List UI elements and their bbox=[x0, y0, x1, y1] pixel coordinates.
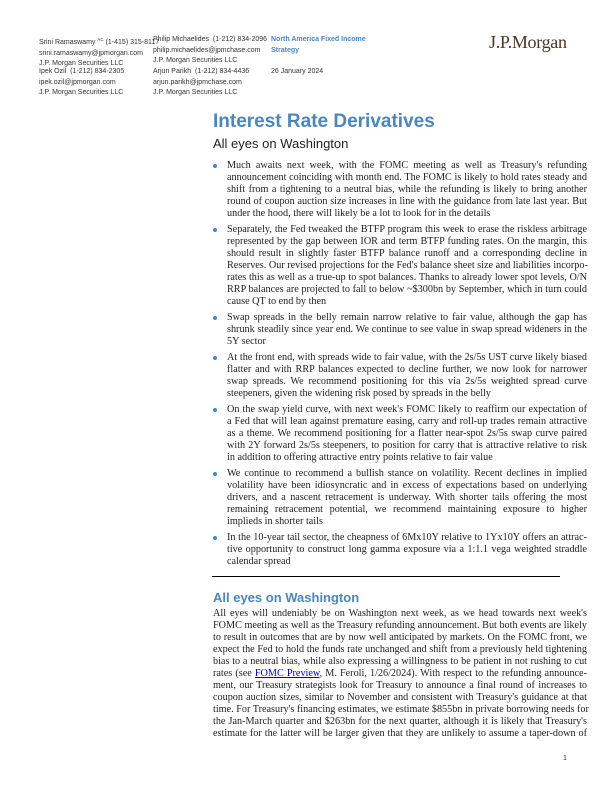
text-line: In the 10-year tail sector, the cheapness of 6Mx10Y relative to 1Yx10Y offers an attrac- bbox=[227, 532, 587, 543]
bullet-item bbox=[213, 312, 587, 348]
jpmorgan-logo: J.P.Morgan bbox=[489, 32, 567, 52]
bullet-item bbox=[213, 160, 587, 220]
text-line: drivers, and a nascent retracement is underway. With shorter tails offering the most bbox=[227, 492, 587, 503]
author-firm: J.P. Morgan Securities LLC bbox=[153, 57, 238, 65]
author-firm: J.P. Morgan Securities LLC bbox=[39, 60, 124, 68]
section-body bbox=[213, 608, 587, 740]
text-line: FOMC meeting as well as the Treasury refunding announcement. But both events are likely bbox=[213, 620, 587, 631]
text-line: On the swap yield curve, with next week's FOMC likely to reaffirm our expectation of bbox=[227, 404, 587, 415]
divider bbox=[212, 576, 560, 577]
text-line: announcement coinciding with month end. The FOMC is likely to hold rates steady and bbox=[227, 172, 587, 183]
author-phone: (1-415) 315-8117 bbox=[105, 39, 160, 46]
author-block-1 bbox=[39, 35, 159, 70]
author-name: Philip Michaelides bbox=[153, 36, 210, 43]
author-phone: (1-212) 834-4436 bbox=[195, 68, 250, 75]
text-line: Much awaits next week, with the FOMC meeting as well as Treasury's refunding bbox=[227, 160, 587, 171]
report-date: 26 January 2024 bbox=[271, 68, 324, 75]
text-line: bias to a neutral bias, while also expressing a willingness to be patient in not rushing to cut bbox=[213, 656, 587, 667]
text-line bbox=[213, 668, 587, 680]
author-email[interactable]: srini.ramaswamy@jpmorgan.com bbox=[39, 49, 143, 57]
bullet-icon bbox=[213, 536, 217, 540]
analyst-certification: AC bbox=[97, 37, 104, 42]
text-line: All eyes will undeniably be on Washington next week, as we head towards next week's bbox=[213, 608, 587, 619]
fomc-preview-link[interactable]: FOMC Preview bbox=[254, 668, 320, 679]
text-line: remaining retracement potential, we recommend maintaining exposure to higher bbox=[227, 504, 587, 515]
author-email[interactable]: philip.michaelides@jpmchase.com bbox=[153, 46, 261, 54]
text-segment: , M. Feroli, 1/26/2024). With respect to the refunding announce- bbox=[319, 668, 587, 679]
author-name: Ipek Ozil bbox=[39, 68, 67, 75]
author-name: Arjun Parikh bbox=[153, 68, 192, 75]
page-title: Interest Rate Derivatives bbox=[213, 111, 435, 132]
bullet-item bbox=[213, 404, 587, 464]
text-line: shift from a tightening to a neutral bias, while the refunding is likely to bring another bbox=[227, 184, 587, 195]
text-line: represented by the gap between IOR and term BTFP funding rates. On the margin, this bbox=[227, 236, 587, 247]
author-phone: (1-212) 834-2096 bbox=[212, 36, 268, 43]
department bbox=[271, 35, 366, 56]
text-line: expect the Fed to hold the funds rate unchanged and shift from a previously held tightening bbox=[213, 644, 587, 655]
text-line: rates this as well as a true-up to spot balances. Thanks to already lower spot levels, O/N bbox=[227, 272, 587, 283]
text-line: time. For Treasury's financing estimates, we estimate $855bn in private borrowing needs for bbox=[213, 704, 589, 715]
text-line: ment, our Treasury strategists look for Treasury to announce a final round of increases to bbox=[213, 680, 587, 691]
author-firm: J.P. Morgan Securities LLC bbox=[153, 89, 238, 97]
text-line: to result in outcomes that are by now well anticipated by markets. On the FOMC front, we bbox=[213, 632, 587, 643]
text-line: Swap spreads in the belly remain narrow relative to fair value, although the gap has bbox=[227, 312, 587, 323]
text-line: At the front end, with spreads wide to fair value, with the 2s/5s UST curve likely biased bbox=[227, 352, 587, 363]
author-block-4 bbox=[153, 67, 249, 99]
text-line: Reserves. Our revised projections for the Fed's balance sheet size and liabilities incorpo- bbox=[227, 260, 588, 271]
text-line: estimate for the latter will be larger given that they are unlikely to assume a taper-down of bbox=[213, 728, 587, 739]
text-line: under the hood, there will likely be a lot to look for in the details bbox=[227, 208, 491, 219]
text-line: in addition to offering attractive entry points relative to fair value bbox=[227, 452, 493, 463]
text-line: the Jan-March quarter and $263bn for the next quarter, although it is likely that Treasury's bbox=[213, 716, 587, 727]
bullet-icon bbox=[213, 316, 217, 320]
summary-bullets bbox=[213, 160, 587, 572]
text-line: volatility have been idiosyncratic and in excess of expectations based on underlying bbox=[227, 480, 587, 491]
text-line: implieds in shorter tails bbox=[227, 516, 323, 527]
department-line: Strategy bbox=[271, 46, 300, 54]
text-line: a Fed that will lean against premature easing, carry and roll-up trades remain attractive bbox=[227, 416, 587, 427]
bullet-icon bbox=[213, 164, 217, 168]
text-line: as a theme. We recommend positioning for a flatter near-spot 2s/5s swap curve paired bbox=[227, 428, 587, 439]
bullet-icon bbox=[213, 228, 217, 232]
page-subtitle: All eyes on Washington bbox=[213, 136, 349, 151]
author-email[interactable]: arjun.parikh@jpmchase.com bbox=[153, 78, 242, 86]
text-line: 5Y sector bbox=[227, 336, 266, 347]
author-phone: (1-212) 834-2305 bbox=[70, 68, 125, 75]
text-line: round of coupon auction size increases in line with the guidance from late last year. But bbox=[227, 196, 587, 207]
bullet-item bbox=[213, 532, 587, 568]
section-heading: All eyes on Washington bbox=[213, 590, 360, 605]
text-line: shrunk steadily since year end. We continue to see value in swap spread wideners in the bbox=[227, 324, 587, 335]
department-line: North America Fixed Income bbox=[271, 36, 366, 43]
text-line: Separately, the Fed tweaked the BTFP program this week to erase the riskless arbitrage bbox=[227, 224, 587, 235]
bullet-item bbox=[213, 224, 587, 308]
text-line: coupon auction sizes, similar to November and consistent with Treasury's guidance at that bbox=[213, 692, 587, 703]
text-segment: rates (see bbox=[213, 668, 255, 679]
text-line: We continue to recommend a bullish stance on volatility. Recent declines in implied bbox=[227, 468, 587, 479]
text-line: tive opportunity to construct long gamma exposure via a 1:1.1 vega weighted straddle bbox=[227, 544, 587, 555]
text-line: swap spreads. We recommend positioning for this via 2s/5s weighted spread curve bbox=[227, 376, 587, 387]
bullet-item bbox=[213, 352, 587, 400]
author-firm: J.P. Morgan Securities LLC bbox=[39, 89, 124, 97]
text-line: RRP balances are projected to fall to below ~$300bn by September, which in turn could bbox=[227, 284, 587, 295]
author-name: Srini Ramaswamy bbox=[39, 39, 96, 46]
page-number: 1 bbox=[563, 755, 567, 762]
bullet-icon bbox=[213, 408, 217, 412]
text-line: should result in slightly faster BTFP balance runoff and a corresponding decline in bbox=[227, 248, 587, 259]
bullet-item bbox=[213, 468, 587, 528]
author-block-2 bbox=[39, 67, 124, 99]
author-block-3 bbox=[153, 35, 267, 67]
text-line: cause QT to end by then bbox=[227, 296, 327, 307]
bullet-icon bbox=[213, 472, 217, 476]
bullet-icon bbox=[213, 356, 217, 360]
text-line: calendar spread bbox=[227, 556, 291, 567]
text-line: steepeners, given the widening risk posed by spreads in the belly bbox=[227, 388, 491, 399]
author-email[interactable]: ipek.ozil@jpmorgan.com bbox=[39, 78, 116, 86]
text-line: with 2Y forward 2s/5s steepeners, to position for carry that is attractive relative to risk bbox=[227, 440, 587, 451]
text-line: flatter and with RRP balances expected to decline further, we now look for narrower bbox=[227, 364, 587, 375]
